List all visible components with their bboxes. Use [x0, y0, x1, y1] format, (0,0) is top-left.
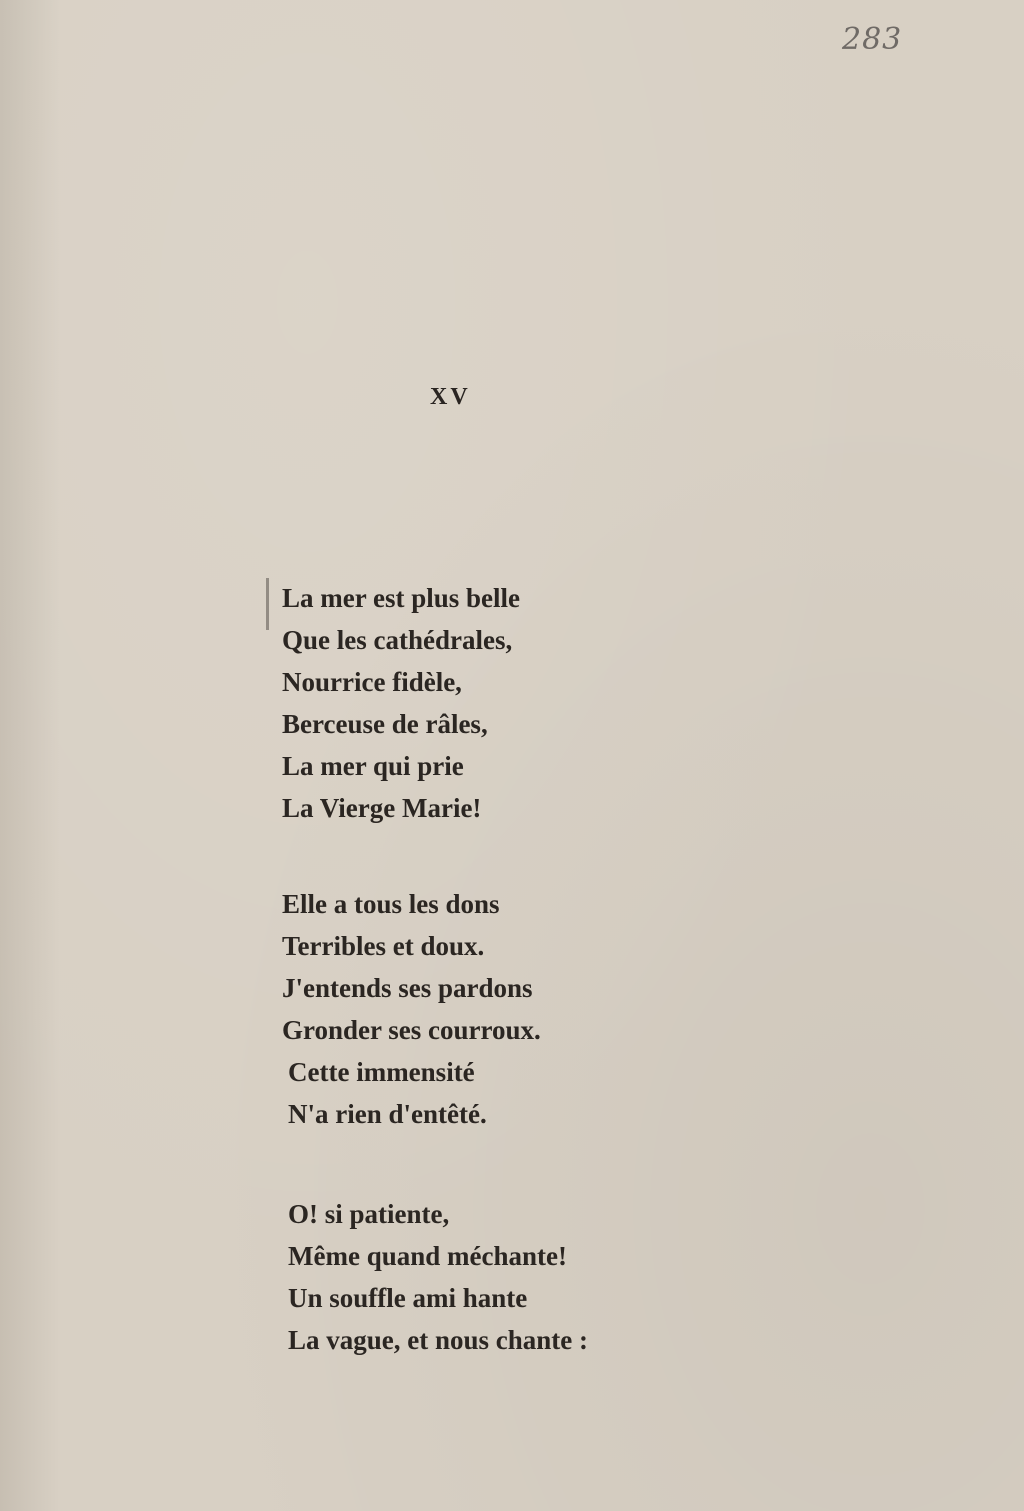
verse-line: Elle a tous les dons	[282, 889, 500, 919]
stanza-2	[282, 883, 541, 1135]
verse-line: La mer qui prie	[282, 751, 464, 781]
verse-line: Nourrice fidèle,	[282, 667, 462, 697]
verse-line: Que les cathédrales,	[282, 625, 513, 655]
verse-line: Gronder ses courroux.	[282, 1015, 541, 1045]
margin-mark	[266, 578, 269, 630]
verse-line: Un souffle ami hante	[288, 1283, 528, 1313]
stanza-1	[282, 577, 520, 829]
verse-line: J'entends ses pardons	[282, 973, 533, 1003]
page-gutter-shadow	[0, 0, 60, 1511]
verse-line: Berceuse de râles,	[282, 709, 488, 739]
verse-line: La mer est plus belle	[282, 583, 520, 613]
page-number: 283	[842, 22, 903, 57]
verse-line: Même quand méchante!	[288, 1241, 567, 1271]
verse-line: Terribles et doux.	[282, 931, 485, 961]
verse-line: Cette immensité	[288, 1057, 475, 1087]
verse-line: La vague, et nous chante :	[288, 1325, 589, 1355]
stanza-3	[282, 1193, 588, 1361]
verse-line: N'a rien d'entêté.	[288, 1099, 487, 1129]
section-title: XV	[430, 384, 471, 410]
verse-line: O! si patiente,	[288, 1199, 450, 1229]
verse-line: La Vierge Marie!	[282, 793, 482, 823]
